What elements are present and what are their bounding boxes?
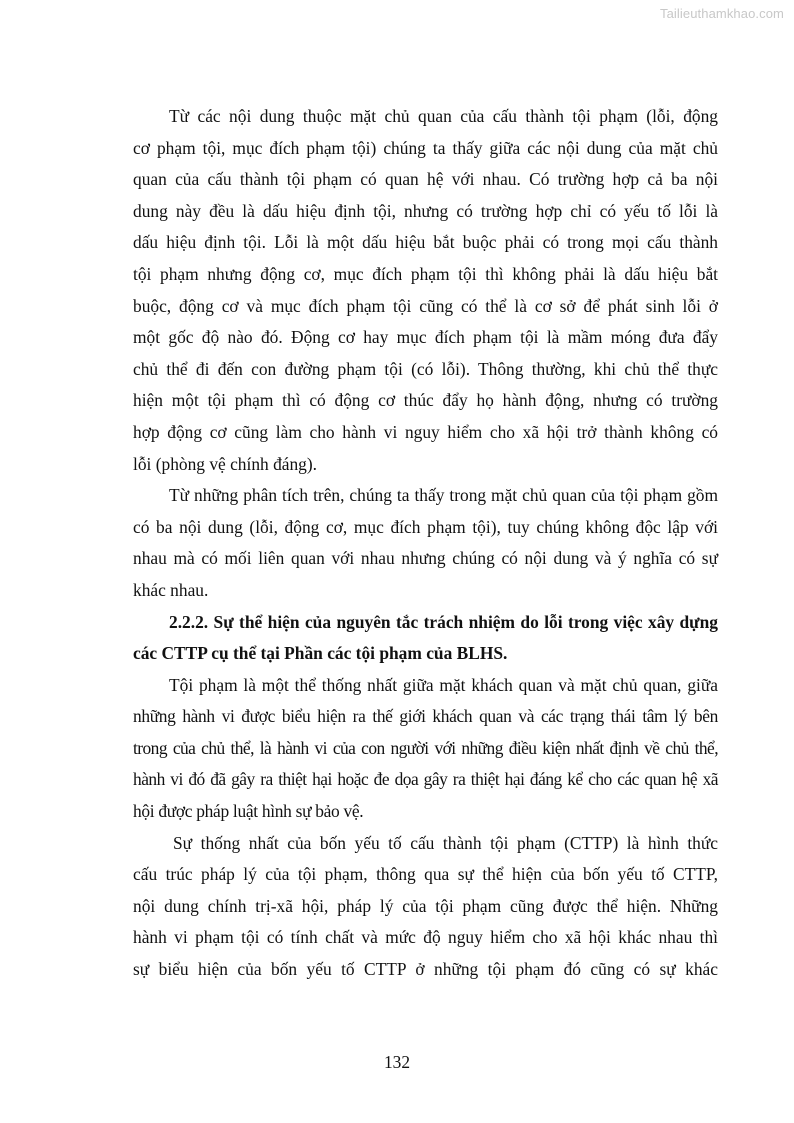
text-line: Từ các nội dung thuộc mặt chủ quan của cấu thành tội phạm (lỗi, động	[169, 106, 718, 126]
document-body	[133, 101, 718, 986]
text-line: chủ thể đi đến con đường phạm tội (có lỗi). Thông thường, khi chủ thể thực	[133, 358, 718, 379]
text-line: hợp động cơ cũng làm cho hành vi nguy hiểm cho xã hội trở thành không có	[133, 421, 718, 442]
text-line: nhau mà có mối liên quan với nhau nhưng chúng có nội dung và ý nghĩa có sự	[133, 548, 718, 569]
text-line: Sự thống nhất của bốn yếu tố cấu thành tội phạm (CTTP) là hình thức	[173, 832, 718, 853]
text-line: khác nhau.	[133, 579, 209, 600]
paragraph-analysis-summary	[133, 480, 718, 606]
paragraph-crime-definition	[133, 670, 718, 828]
text-line: Từ những phân tích trên, chúng ta thấy trong mặt chủ quan của tội phạm gồm	[169, 485, 718, 506]
text-line: dung này đều là dấu hiệu định tội, nhưng có trường hợp chỉ có yếu tố lỗi là	[133, 200, 718, 221]
heading-line: 2.2.2. Sự thể hiện của nguyên tắc trách nhiệm do lỗi trong việc xây dựng	[169, 611, 718, 632]
text-line: những hành vi được biểu hiện ra thế giới khách quan và các trạng thái tâm lý bên	[133, 706, 718, 727]
text-line: hành vi đó đã gây ra thiệt hại hoặc đe dọa gây ra thiệt hại đáng kể cho các quan hệ xã	[133, 769, 718, 790]
text-line: một gốc độ nào đó. Động cơ hay mục đích phạm tội là mầm móng đưa đẩy	[133, 327, 718, 348]
text-line: quan của cấu thành tội phạm có quan hệ với nhau. Có trường hợp cả ba nội	[133, 169, 718, 190]
heading-line: các CTTP cụ thể tại Phần các tội phạm của BLHS.	[133, 643, 508, 664]
text-line: lỗi (phòng vệ chính đáng).	[133, 453, 318, 474]
text-line: dấu hiệu định tội. Lỗi là một dấu hiệu bắt buộc phải có trong mọi cấu thành	[133, 232, 718, 253]
text-line: tội phạm nhưng động cơ, mục đích phạm tội thì không phải là dấu hiệu bắt	[133, 263, 718, 284]
page-number: 132	[383, 1052, 411, 1072]
text-line: hành vi phạm tội có tính chất và mức độ nguy hiểm cho xã hội khác nhau thì	[133, 927, 718, 948]
text-line: sự biểu hiện của bốn yếu tố CTTP ở những tội phạm đó cũng có sự khác	[133, 959, 718, 980]
text-line: hiện một tội phạm thì có động cơ thúc đẩy họ hành động, nhưng có trường	[133, 390, 718, 411]
text-line: nội dung chính trị-xã hội, pháp lý của tội phạm cũng được thể hiện. Những	[133, 895, 718, 916]
text-line: có ba nội dung (lỗi, động cơ, mục đích phạm tội), tuy chúng không độc lập với	[133, 516, 718, 537]
text-line: cơ phạm tội, mục đích phạm tội) chúng ta thấy giữa các nội dung của mặt chủ	[133, 137, 718, 158]
paragraph-subjective-aspect	[133, 101, 718, 480]
text-line: buộc, động cơ và mục đích phạm tội cũng có thể là cơ sở để phát sinh lỗi ở	[133, 295, 718, 316]
text-line: cấu trúc pháp lý của tội phạm, thông qua sự thể hiện của bốn yếu tố CTTP,	[133, 864, 718, 885]
text-line: hội được pháp luật hình sự bảo vệ.	[133, 801, 364, 822]
section-heading-2-2-2	[133, 607, 718, 670]
text-line: Tội phạm là một thể thống nhất giữa mặt khách quan và mặt chủ quan, giữa	[169, 674, 718, 695]
watermark: Tailieuthamkhao.com	[659, 6, 784, 21]
paragraph-cttp-unity	[133, 828, 718, 986]
text-line: trong của chủ thể, là hành vi của con người với những điều kiện nhất định về chủ thể,	[133, 737, 718, 758]
